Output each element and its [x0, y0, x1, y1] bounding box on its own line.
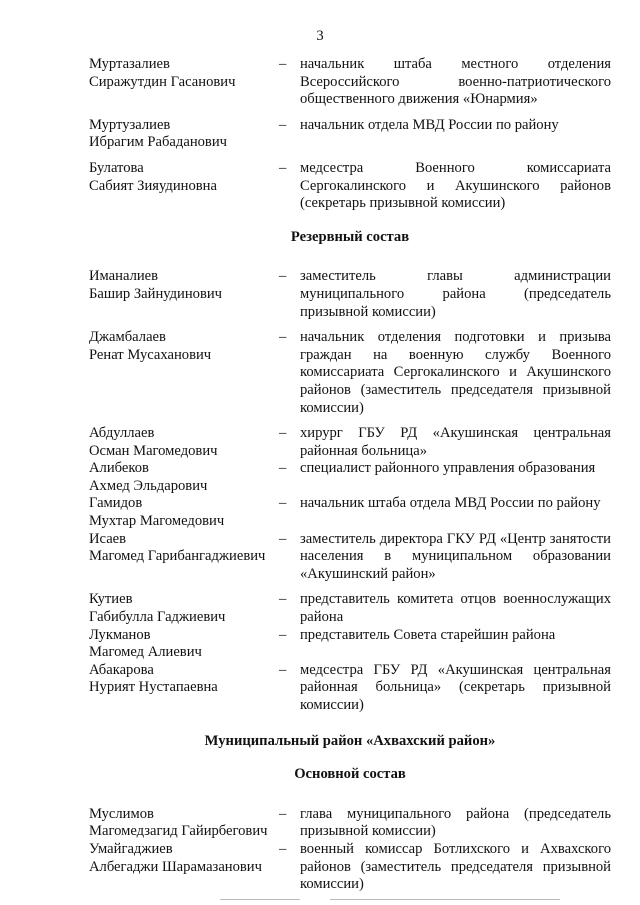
member-entry — [89, 329, 611, 417]
member-position: начальник отделения подготовки и призыва граждан на военную службу Военного комиссариата Сергокалинского и Акушинского районов (заместитель председателя призывной комиссии) — [300, 329, 611, 416]
member-position: представитель Совета старейшин района — [300, 626, 556, 643]
member-given-names: Ибрагим Рабаданович — [89, 134, 227, 151]
dash-separator: – — [279, 626, 287, 643]
member-surname: Исаев — [89, 530, 127, 547]
member-name — [89, 662, 279, 715]
member-name — [89, 841, 279, 894]
member-given-names: Осман Магомедович — [89, 442, 218, 459]
member-entry — [89, 160, 611, 213]
dash-separator: – — [279, 268, 287, 285]
member-name — [89, 329, 279, 417]
member-surname: Алибеков — [89, 460, 149, 477]
reserve-heading: Резервный состав — [290, 228, 410, 245]
member-entry — [89, 56, 611, 109]
member-given-names: Сиражутдин Гасанович — [89, 73, 236, 90]
member-given-names: Сабият Зияудиновна — [89, 177, 217, 194]
member-entry — [89, 627, 611, 662]
member-name — [89, 495, 279, 530]
member-surname: Джамбалаев — [89, 329, 166, 346]
dash-separator: – — [279, 329, 287, 346]
member-surname: Муртузалиев — [89, 116, 171, 133]
page-number: 3 — [316, 28, 324, 44]
member-given-names: Магомедзагид Гайирбегович — [89, 823, 268, 840]
member-name — [89, 425, 279, 460]
member-entry — [89, 841, 611, 894]
member-given-names: Ахмед Эльдарович — [89, 477, 208, 494]
member-given-names: Башир Зайнудинович — [89, 285, 223, 302]
member-given-names: Габибулла Гаджиевич — [89, 609, 226, 626]
dash-separator: – — [279, 159, 287, 176]
member-given-names: Албегаджи Шарамазанович — [89, 858, 262, 875]
member-name — [89, 460, 279, 495]
member-entry — [89, 495, 611, 530]
member-surname: Лукманов — [89, 626, 151, 643]
member-position: представитель комитета отцов военнослужащих района — [300, 591, 611, 626]
dash-separator: – — [279, 460, 287, 477]
member-position: заместитель директора ГКУ РД «Центр занятости населения в муниципальном образовании «Акушинский район» — [300, 530, 611, 582]
dash-separator: – — [279, 661, 287, 678]
member-position: начальник отдела МВД России по району — [300, 116, 559, 133]
member-name — [89, 591, 279, 626]
footer-scan-line — [220, 899, 300, 900]
member-name — [89, 531, 279, 584]
member-position: хирург ГБУ РД «Акушинская центральная районная больница» — [300, 425, 611, 459]
member-surname: Муртазалиев — [89, 56, 170, 72]
district-heading: Муниципальный район «Ахвахский район» — [204, 732, 496, 749]
member-entry — [89, 268, 611, 321]
member-position: медсестра ГБУ РД «Акушинская центральная районная больница» (секретарь призывной комиссии) — [300, 661, 611, 713]
commission-list — [89, 56, 611, 894]
member-given-names: Магомед Гарибангаджиевич — [89, 548, 266, 565]
member-entry — [89, 531, 611, 584]
member-name — [89, 627, 279, 662]
member-entry — [89, 460, 611, 495]
member-given-names: Ренат Мусаханович — [89, 346, 212, 363]
member-surname: Гамидов — [89, 495, 143, 512]
member-surname: Булатова — [89, 159, 144, 176]
dash-separator: – — [279, 530, 287, 547]
dash-separator: – — [279, 425, 287, 442]
main-composition-heading: Основной состав — [294, 766, 406, 783]
member-name — [89, 268, 279, 321]
dash-separator: – — [279, 805, 287, 822]
member-position: начальник штаба отдела МВД России по району — [300, 495, 601, 512]
member-surname: Абдуллаев — [89, 425, 155, 442]
member-entry — [89, 425, 611, 460]
member-surname: Абакарова — [89, 661, 154, 678]
member-given-names: Нурият Нустапаевна — [89, 679, 218, 696]
member-entry — [89, 591, 611, 626]
member-entry — [89, 806, 611, 841]
member-surname: Кутиев — [89, 591, 133, 608]
member-position: военный комиссар Ботлихского и Ахвахского районов (заместитель председателя призывной комиссии) — [300, 840, 611, 893]
member-surname: Муслимов — [89, 805, 154, 822]
member-position: специалист районного управления образования — [300, 460, 596, 477]
dash-separator: – — [279, 840, 287, 857]
member-name — [89, 117, 279, 152]
dash-separator: – — [279, 116, 287, 133]
member-entry — [89, 662, 611, 715]
member-position: заместитель главы администрации муниципального района (председатель призывной комиссии) — [300, 268, 611, 320]
member-position: медсестра Военного комиссариата Сергокалинского и Акушинского районов (секретарь призывной комиссии) — [300, 159, 611, 212]
member-name — [89, 56, 279, 109]
dash-separator: – — [279, 591, 287, 608]
member-position: начальник штаба местного отделения Всероссийского военно-патриотического общественного движения «Юнармия» — [300, 56, 611, 108]
dash-separator: – — [279, 495, 287, 512]
footer-scan-line — [330, 899, 560, 900]
member-surname: Иманалиев — [89, 268, 159, 285]
member-given-names: Мухтар Магомедович — [89, 513, 225, 530]
member-surname: Умайгаджиев — [89, 840, 173, 857]
member-name — [89, 160, 279, 213]
member-name — [89, 806, 279, 841]
member-position: глава муниципального района (председатель призывной комиссии) — [300, 805, 611, 840]
member-entry — [89, 117, 611, 152]
dash-separator: – — [279, 56, 287, 72]
member-given-names: Магомед Алиевич — [89, 644, 202, 661]
